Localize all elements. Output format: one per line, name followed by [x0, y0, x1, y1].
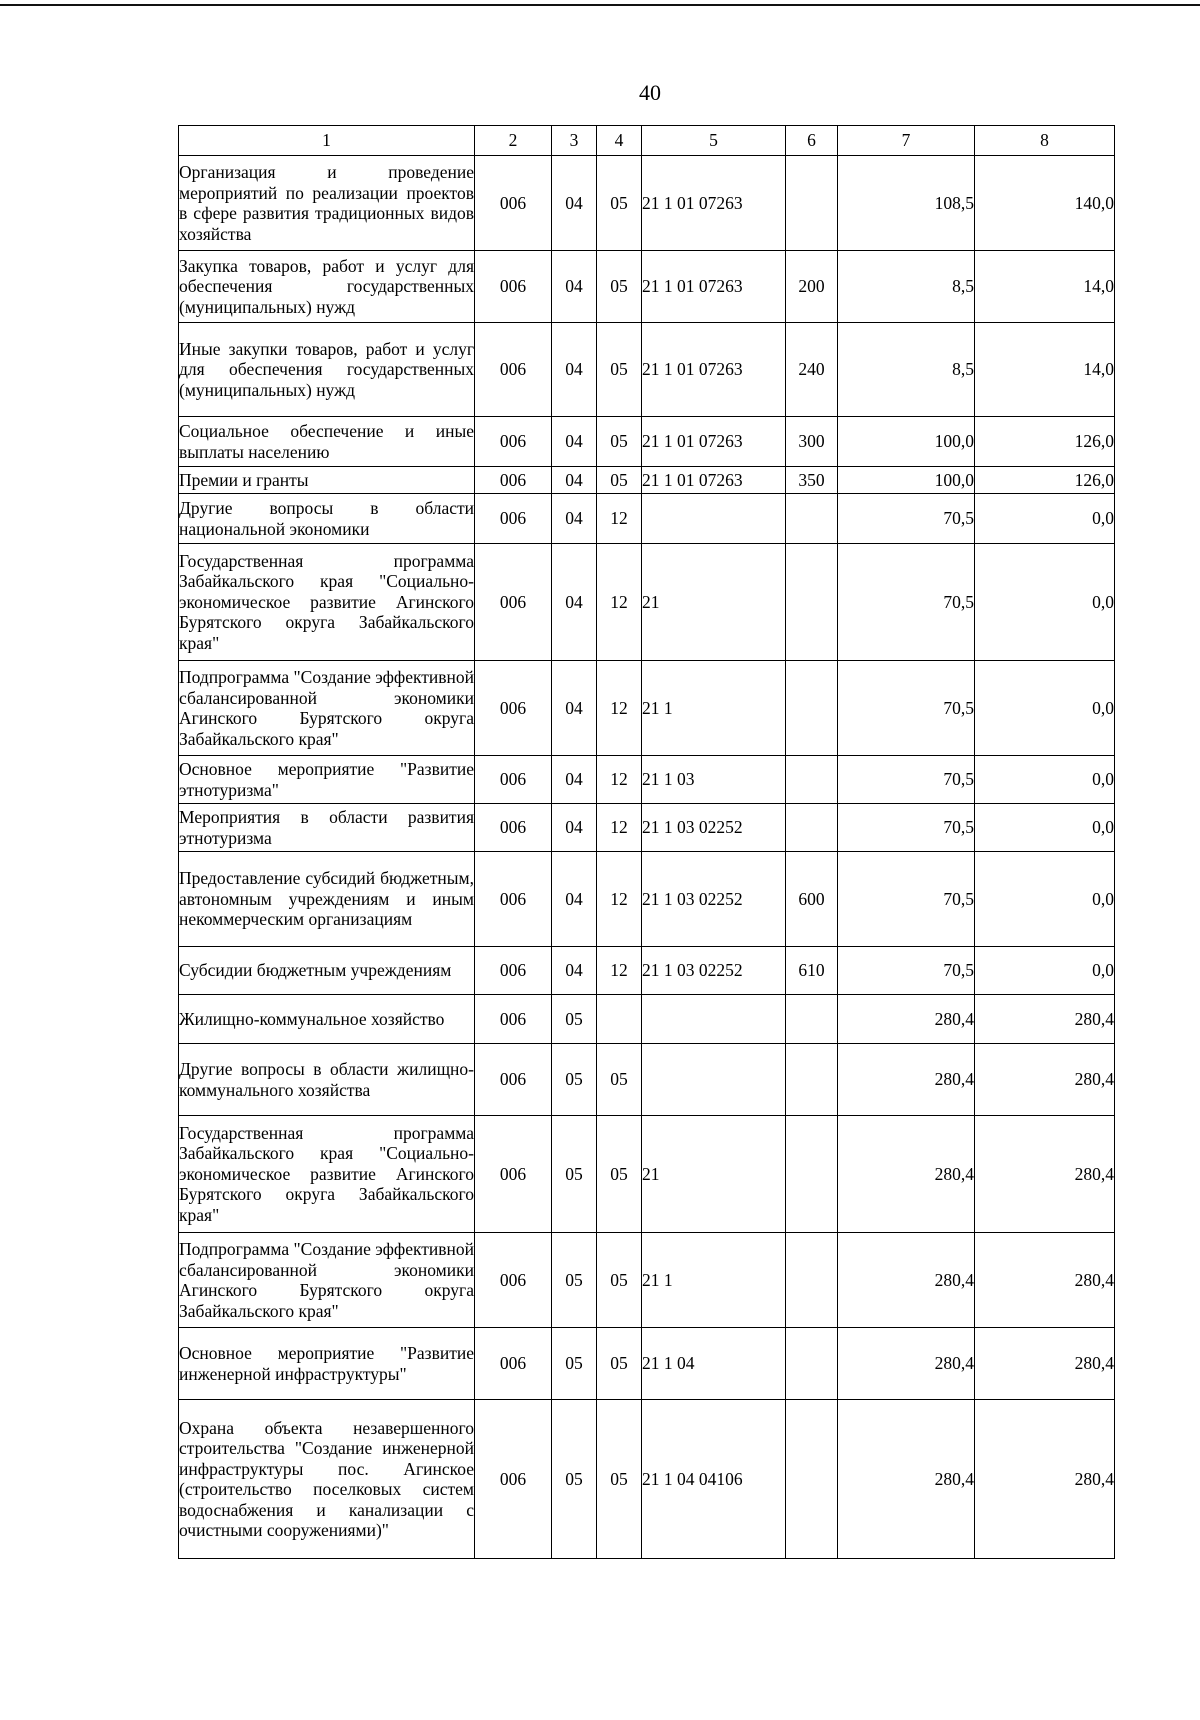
section-code: 04 — [552, 417, 597, 467]
subsection-code: 05 — [597, 467, 642, 494]
section-code: 04 — [552, 947, 597, 995]
target-item-code — [642, 1044, 786, 1116]
budget-table — [178, 125, 1115, 1559]
amount-col7: 280,4 — [838, 1233, 975, 1328]
subsection-code: 05 — [597, 1328, 642, 1400]
expense-type-code: 300 — [786, 417, 838, 467]
target-item-code: 21 1 03 02252 — [642, 852, 786, 947]
amount-col8: 14,0 — [975, 323, 1115, 417]
target-item-code: 21 1 01 07263 — [642, 156, 786, 251]
amount-col7: 108,5 — [838, 156, 975, 251]
target-item-code: 21 1 03 — [642, 756, 786, 804]
subsection-code: 12 — [597, 494, 642, 544]
section-code: 05 — [552, 1116, 597, 1233]
subsection-code: 05 — [597, 417, 642, 467]
subsection-code: 05 — [597, 251, 642, 323]
amount-col7: 280,4 — [838, 1116, 975, 1233]
header-cell-1: 1 — [179, 126, 475, 156]
ministry-code: 006 — [475, 852, 552, 947]
amount-col8: 126,0 — [975, 417, 1115, 467]
ministry-code: 006 — [475, 661, 552, 756]
row-name: Предоставление субсидий бюджетным, автономным учреждениям и иным некоммерческим организациям — [179, 852, 475, 947]
amount-col7: 70,5 — [838, 852, 975, 947]
ministry-code: 006 — [475, 494, 552, 544]
amount-col8: 0,0 — [975, 852, 1115, 947]
amount-col8: 0,0 — [975, 947, 1115, 995]
amount-col8: 0,0 — [975, 494, 1115, 544]
ministry-code: 006 — [475, 323, 552, 417]
header-cell-7: 7 — [838, 126, 975, 156]
section-code: 05 — [552, 1400, 597, 1559]
section-code: 05 — [552, 1233, 597, 1328]
amount-col7: 280,4 — [838, 1328, 975, 1400]
target-item-code — [642, 494, 786, 544]
row-name: Другие вопросы в области жилищно-коммунального хозяйства — [179, 1044, 475, 1116]
target-item-code: 21 1 04 04106 — [642, 1400, 786, 1559]
row-name: Субсидии бюджетным учреждениям — [179, 947, 475, 995]
section-code: 05 — [552, 1044, 597, 1116]
amount-col7: 280,4 — [838, 995, 975, 1044]
expense-type-code: 350 — [786, 467, 838, 494]
amount-col8: 14,0 — [975, 251, 1115, 323]
section-code: 04 — [552, 544, 597, 661]
table-row — [179, 467, 1115, 494]
table-row — [179, 1328, 1115, 1400]
amount-col7: 70,5 — [838, 494, 975, 544]
amount-col7: 100,0 — [838, 467, 975, 494]
table-row — [179, 544, 1115, 661]
expense-type-code — [786, 156, 838, 251]
target-item-code: 21 1 04 — [642, 1328, 786, 1400]
table-row — [179, 1233, 1115, 1328]
subsection-code: 12 — [597, 756, 642, 804]
section-code: 04 — [552, 756, 597, 804]
section-code: 04 — [552, 852, 597, 947]
amount-col7: 100,0 — [838, 417, 975, 467]
amount-col7: 70,5 — [838, 756, 975, 804]
page-number: 40 — [639, 80, 661, 105]
amount-col7: 280,4 — [838, 1044, 975, 1116]
target-item-code: 21 — [642, 544, 786, 661]
amount-col7: 70,5 — [838, 661, 975, 756]
target-item-code: 21 1 03 02252 — [642, 947, 786, 995]
expense-type-code — [786, 995, 838, 1044]
amount-col8: 0,0 — [975, 544, 1115, 661]
table-row — [179, 1400, 1115, 1559]
ministry-code: 006 — [475, 156, 552, 251]
row-name: Организация и проведение мероприятий по реализации проектов в сфере развития традиционных видов хозяйства — [179, 156, 475, 251]
amount-col7: 70,5 — [838, 804, 975, 852]
row-name: Иные закупки товаров, работ и услуг для обеспечения государственных (муниципальных) нужд — [179, 323, 475, 417]
expense-type-code: 600 — [786, 852, 838, 947]
table-row — [179, 251, 1115, 323]
row-name: Закупка товаров, работ и услуг для обеспечения государственных (муниципальных) нужд — [179, 251, 475, 323]
section-code: 04 — [552, 467, 597, 494]
amount-col7: 70,5 — [838, 544, 975, 661]
amount-col8: 140,0 — [975, 156, 1115, 251]
row-name: Подпрограмма "Создание эффективной сбалансированной экономики Агинского Бурятского округа Забайкальского края" — [179, 661, 475, 756]
amount-col8: 0,0 — [975, 804, 1115, 852]
table-row — [179, 804, 1115, 852]
ministry-code: 006 — [475, 467, 552, 494]
header-cell-6: 6 — [786, 126, 838, 156]
amount-col7: 8,5 — [838, 323, 975, 417]
ministry-code: 006 — [475, 995, 552, 1044]
subsection-code: 12 — [597, 544, 642, 661]
target-item-code: 21 — [642, 1116, 786, 1233]
section-code: 05 — [552, 995, 597, 1044]
subsection-code: 12 — [597, 947, 642, 995]
table-row — [179, 661, 1115, 756]
target-item-code: 21 1 — [642, 661, 786, 756]
amount-col7: 280,4 — [838, 1400, 975, 1559]
subsection-code: 05 — [597, 1400, 642, 1559]
subsection-code: 12 — [597, 661, 642, 756]
amount-col8: 280,4 — [975, 1233, 1115, 1328]
section-code: 05 — [552, 1328, 597, 1400]
target-item-code — [642, 995, 786, 1044]
section-code: 04 — [552, 323, 597, 417]
table-row — [179, 417, 1115, 467]
expense-type-code: 200 — [786, 251, 838, 323]
row-name: Охрана объекта незавершенного строительства "Создание инженерной инфраструктуры пос. Агинское (строительство поселковых систем водоснабжения и канализации с очистными сооружениями)" — [179, 1400, 475, 1559]
table-row — [179, 995, 1115, 1044]
subsection-code: 05 — [597, 1233, 642, 1328]
expense-type-code — [786, 661, 838, 756]
amount-col7: 70,5 — [838, 947, 975, 995]
header-cell-4: 4 — [597, 126, 642, 156]
subsection-code: 12 — [597, 852, 642, 947]
scan-top-edge-line — [0, 4, 1200, 6]
subsection-code: 05 — [597, 323, 642, 417]
row-name: Государственная программа Забайкальского края "Социально-экономическое развитие Агинского Бурятского округа Забайкальского края" — [179, 1116, 475, 1233]
ministry-code: 006 — [475, 544, 552, 661]
table-row — [179, 852, 1115, 947]
section-code: 04 — [552, 661, 597, 756]
table-row — [179, 156, 1115, 251]
amount-col8: 0,0 — [975, 661, 1115, 756]
row-name: Жилищно-коммунальное хозяйство — [179, 995, 475, 1044]
header-cell-5: 5 — [642, 126, 786, 156]
table-row — [179, 1044, 1115, 1116]
section-code: 04 — [552, 156, 597, 251]
section-code: 04 — [552, 494, 597, 544]
ministry-code: 006 — [475, 1233, 552, 1328]
expense-type-code — [786, 494, 838, 544]
subsection-code: 05 — [597, 1044, 642, 1116]
row-name: Мероприятия в области развития этнотуризма — [179, 804, 475, 852]
header-cell-8: 8 — [975, 126, 1115, 156]
ministry-code: 006 — [475, 947, 552, 995]
amount-col8: 126,0 — [975, 467, 1115, 494]
subsection-code — [597, 995, 642, 1044]
expense-type-code — [786, 804, 838, 852]
subsection-code: 12 — [597, 804, 642, 852]
ministry-code: 006 — [475, 804, 552, 852]
amount-col7: 8,5 — [838, 251, 975, 323]
table-row — [179, 756, 1115, 804]
target-item-code: 21 1 — [642, 1233, 786, 1328]
amount-col8: 280,4 — [975, 1116, 1115, 1233]
ministry-code: 006 — [475, 1116, 552, 1233]
table-row — [179, 494, 1115, 544]
expense-type-code: 610 — [786, 947, 838, 995]
table-row — [179, 947, 1115, 995]
target-item-code: 21 1 01 07263 — [642, 323, 786, 417]
amount-col8: 280,4 — [975, 995, 1115, 1044]
section-code: 04 — [552, 804, 597, 852]
header-row — [179, 126, 1115, 156]
subsection-code: 05 — [597, 1116, 642, 1233]
row-name: Подпрограмма "Создание эффективной сбалансированной экономики Агинского Бурятского округа Забайкальского края" — [179, 1233, 475, 1328]
subsection-code: 05 — [597, 156, 642, 251]
amount-col8: 280,4 — [975, 1044, 1115, 1116]
row-name: Другие вопросы в области национальной экономики — [179, 494, 475, 544]
expense-type-code — [786, 1233, 838, 1328]
header-cell-2: 2 — [475, 126, 552, 156]
table-row — [179, 323, 1115, 417]
row-name: Премии и гранты — [179, 467, 475, 494]
ministry-code: 006 — [475, 1400, 552, 1559]
amount-col8: 0,0 — [975, 756, 1115, 804]
target-item-code: 21 1 01 07263 — [642, 251, 786, 323]
target-item-code: 21 1 01 07263 — [642, 467, 786, 494]
ministry-code: 006 — [475, 1044, 552, 1116]
expense-type-code — [786, 1400, 838, 1559]
section-code: 04 — [552, 251, 597, 323]
ministry-code: 006 — [475, 417, 552, 467]
expense-type-code — [786, 1116, 838, 1233]
expense-type-code: 240 — [786, 323, 838, 417]
row-name: Государственная программа Забайкальского края "Социально-экономическое развитие Агинского Бурятского округа Забайкальского края" — [179, 544, 475, 661]
table-row — [179, 1116, 1115, 1233]
ministry-code: 006 — [475, 756, 552, 804]
row-name: Основное мероприятие "Развитие инженерной инфраструктуры" — [179, 1328, 475, 1400]
header-cell-3: 3 — [552, 126, 597, 156]
ministry-code: 006 — [475, 1328, 552, 1400]
amount-col8: 280,4 — [975, 1400, 1115, 1559]
amount-col8: 280,4 — [975, 1328, 1115, 1400]
target-item-code: 21 1 01 07263 — [642, 417, 786, 467]
target-item-code: 21 1 03 02252 — [642, 804, 786, 852]
expense-type-code — [786, 1044, 838, 1116]
expense-type-code — [786, 1328, 838, 1400]
row-name: Социальное обеспечение и иные выплаты населению — [179, 417, 475, 467]
expense-type-code — [786, 756, 838, 804]
expense-type-code — [786, 544, 838, 661]
row-name: Основное мероприятие "Развитие этнотуризма" — [179, 756, 475, 804]
ministry-code: 006 — [475, 251, 552, 323]
